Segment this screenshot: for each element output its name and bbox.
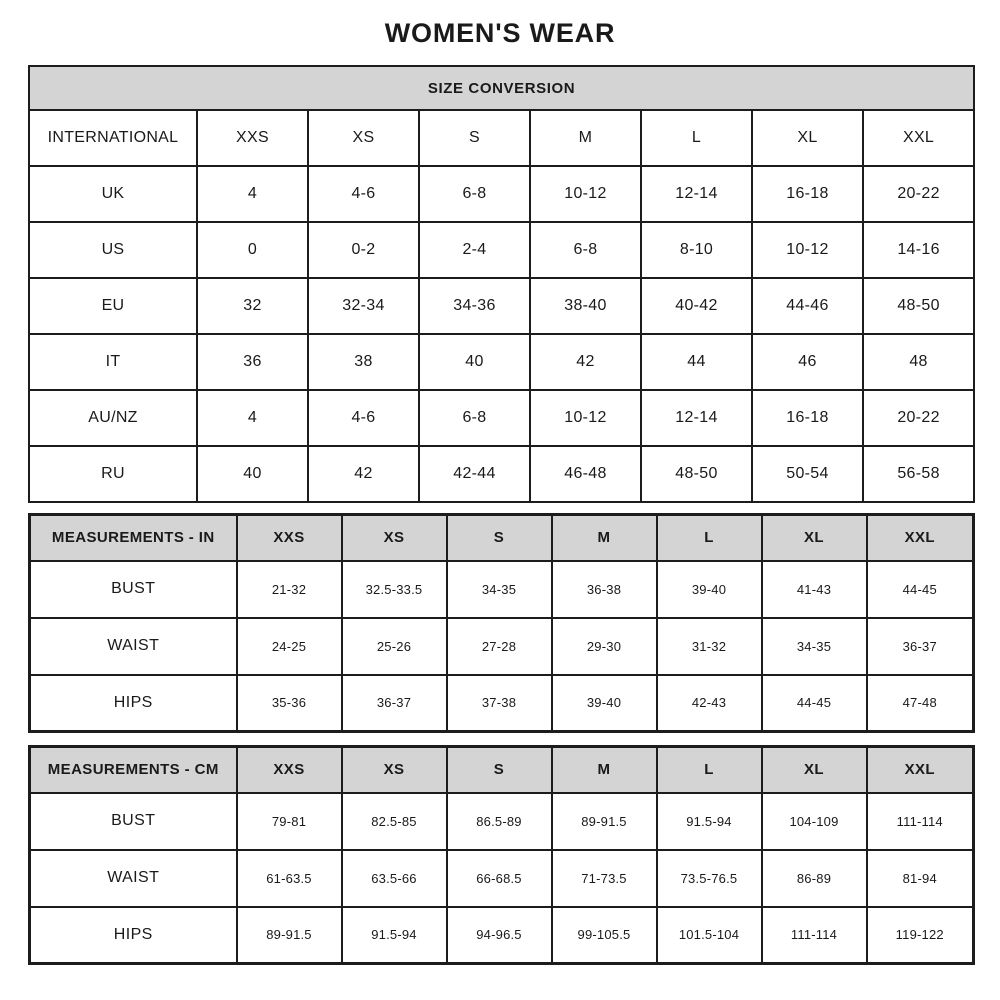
row-label: WAIST [30, 850, 237, 907]
cell-value: 20-22 [863, 390, 974, 446]
table-header-row [30, 515, 974, 561]
cell-value: 86-89 [762, 850, 867, 907]
cell-value: 48-50 [863, 278, 974, 334]
cell-value: 66-68.5 [447, 850, 552, 907]
column-header-l: L [657, 515, 762, 561]
row-label: RU [29, 446, 197, 502]
cell-value: 44-46 [752, 278, 863, 334]
cell-value: 63.5-66 [342, 850, 447, 907]
cell-value: 44-45 [762, 675, 867, 732]
cell-value: 0-2 [308, 222, 419, 278]
cell-value: 99-105.5 [552, 907, 657, 964]
cell-value: XL [752, 110, 863, 166]
table-row [30, 561, 974, 618]
cell-value: 36 [197, 334, 308, 390]
cell-value: 50-54 [752, 446, 863, 502]
cell-value: 10-12 [530, 390, 641, 446]
cell-value: 0 [197, 222, 308, 278]
row-label: HIPS [30, 907, 237, 964]
cell-value: 48-50 [641, 446, 752, 502]
row-label: INTERNATIONAL [29, 110, 197, 166]
cell-value: 86.5-89 [447, 793, 552, 850]
cell-value: 79-81 [237, 793, 342, 850]
cell-value: 42 [530, 334, 641, 390]
cell-value: 12-14 [641, 166, 752, 222]
cell-value: 40 [197, 446, 308, 502]
cell-value: 42-43 [657, 675, 762, 732]
row-label: US [29, 222, 197, 278]
cell-value: 12-14 [641, 390, 752, 446]
cell-value: XXS [197, 110, 308, 166]
row-label: IT [29, 334, 197, 390]
cell-value: 81-94 [867, 850, 974, 907]
table-row [29, 166, 974, 222]
cell-value: 4-6 [308, 390, 419, 446]
cell-value: 111-114 [762, 907, 867, 964]
cell-value: 4 [197, 390, 308, 446]
column-header-xs: XS [342, 747, 447, 793]
measurements-in-header: MEASUREMENTS - IN [30, 515, 237, 561]
column-header-s: S [447, 747, 552, 793]
cell-value: 42 [308, 446, 419, 502]
row-label: EU [29, 278, 197, 334]
column-header-xl: XL [762, 747, 867, 793]
table-row [29, 446, 974, 502]
measurements-cm-header: MEASUREMENTS - CM [30, 747, 237, 793]
cell-value: 73.5-76.5 [657, 850, 762, 907]
cell-value: 4 [197, 166, 308, 222]
table-row [30, 618, 974, 675]
cell-value: 101.5-104 [657, 907, 762, 964]
cell-value: 47-48 [867, 675, 974, 732]
table-row [30, 793, 974, 850]
cell-value: 104-109 [762, 793, 867, 850]
cell-value: 89-91.5 [552, 793, 657, 850]
cell-value: 36-37 [342, 675, 447, 732]
cell-value: 36-38 [552, 561, 657, 618]
cell-value: 38-40 [530, 278, 641, 334]
row-label: HIPS [30, 675, 237, 732]
page-title: WOMEN'S WEAR [384, 18, 616, 48]
cell-value: 10-12 [752, 222, 863, 278]
cell-value: 82.5-85 [342, 793, 447, 850]
row-label: UK [29, 166, 197, 222]
cell-value: 31-32 [657, 618, 762, 675]
table-header-row [30, 747, 974, 793]
row-label: AU/NZ [29, 390, 197, 446]
measurements-cm-table [28, 745, 975, 965]
cell-value: XS [308, 110, 419, 166]
column-header-s: S [447, 515, 552, 561]
cell-value: S [419, 110, 530, 166]
row-label: BUST [30, 561, 237, 618]
cell-value: 29-30 [552, 618, 657, 675]
table-banner-row [29, 66, 974, 110]
cell-value: 6-8 [419, 390, 530, 446]
cell-value: 48 [863, 334, 974, 390]
cell-value: 91.5-94 [342, 907, 447, 964]
measurements-in-table [28, 513, 975, 733]
column-header-m: M [552, 747, 657, 793]
cell-value: 71-73.5 [552, 850, 657, 907]
cell-value: 61-63.5 [237, 850, 342, 907]
cell-value: 41-43 [762, 561, 867, 618]
cell-value: 21-32 [237, 561, 342, 618]
cell-value: 2-4 [419, 222, 530, 278]
cell-value: 34-36 [419, 278, 530, 334]
row-label: WAIST [30, 618, 237, 675]
row-label: BUST [30, 793, 237, 850]
cell-value: 32-34 [308, 278, 419, 334]
cell-value: 6-8 [530, 222, 641, 278]
cell-value: 14-16 [863, 222, 974, 278]
cell-value: 10-12 [530, 166, 641, 222]
table-row [29, 222, 974, 278]
table-row [29, 110, 974, 166]
cell-value: 25-26 [342, 618, 447, 675]
cell-value: 4-6 [308, 166, 419, 222]
cell-value: 27-28 [447, 618, 552, 675]
cell-value: 89-91.5 [237, 907, 342, 964]
cell-value: 111-114 [867, 793, 974, 850]
cell-value: 94-96.5 [447, 907, 552, 964]
cell-value: 46-48 [530, 446, 641, 502]
size-conversion-table [28, 65, 975, 503]
column-header-m: M [552, 515, 657, 561]
cell-value: 40 [419, 334, 530, 390]
cell-value: 119-122 [867, 907, 974, 964]
cell-value: 8-10 [641, 222, 752, 278]
cell-value: L [641, 110, 752, 166]
cell-value: 32.5-33.5 [342, 561, 447, 618]
column-header-xs: XS [342, 515, 447, 561]
column-header-xl: XL [762, 515, 867, 561]
cell-value: 42-44 [419, 446, 530, 502]
cell-value: 6-8 [419, 166, 530, 222]
table-row [29, 278, 974, 334]
cell-value: 44-45 [867, 561, 974, 618]
cell-value: 24-25 [237, 618, 342, 675]
cell-value: 16-18 [752, 390, 863, 446]
cell-value: 20-22 [863, 166, 974, 222]
column-header-xxs: XXS [237, 515, 342, 561]
table-row [30, 675, 974, 732]
table-row [30, 907, 974, 964]
cell-value: 38 [308, 334, 419, 390]
cell-value: M [530, 110, 641, 166]
cell-value: 44 [641, 334, 752, 390]
cell-value: 91.5-94 [657, 793, 762, 850]
cell-value: 34-35 [762, 618, 867, 675]
cell-value: 40-42 [641, 278, 752, 334]
cell-value: 56-58 [863, 446, 974, 502]
cell-value: 46 [752, 334, 863, 390]
column-header-xxl: XXL [867, 747, 974, 793]
cell-value: 37-38 [447, 675, 552, 732]
table-row [29, 334, 974, 390]
table-row [30, 850, 974, 907]
cell-value: 35-36 [237, 675, 342, 732]
cell-value: 16-18 [752, 166, 863, 222]
column-header-l: L [657, 747, 762, 793]
size-conversion-header: SIZE CONVERSION [29, 66, 974, 110]
cell-value: 39-40 [657, 561, 762, 618]
cell-value: 36-37 [867, 618, 974, 675]
cell-value: 32 [197, 278, 308, 334]
column-header-xxl: XXL [867, 515, 974, 561]
column-header-xxs: XXS [237, 747, 342, 793]
cell-value: XXL [863, 110, 974, 166]
table-row [29, 390, 974, 446]
cell-value: 39-40 [552, 675, 657, 732]
cell-value: 34-35 [447, 561, 552, 618]
